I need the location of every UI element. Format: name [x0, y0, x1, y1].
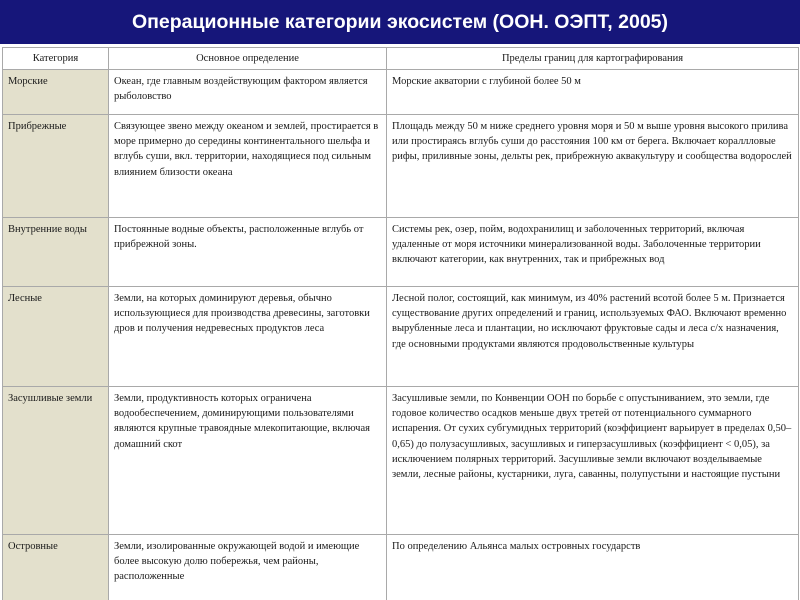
table-row [3, 535, 799, 600]
title-bar [0, 0, 800, 44]
cell-category: Засушливые земли [3, 387, 109, 535]
header-category: Категория [3, 48, 109, 70]
slide-title: Операционные категории экосистем (ООН. ОЭПТ, 2005) [131, 10, 669, 33]
cell-definition: Связующее звено между океаном и землей, простирается в море примерно до середины континентального шельфа и вглубь суши, вкл. территории, находящиеся под сильным влиянием близости океана [109, 115, 387, 218]
header-limits: Пределы границ для картографирования [387, 48, 799, 70]
table-row [3, 70, 799, 115]
table-row [3, 218, 799, 287]
cell-category: Лесные [3, 287, 109, 387]
cell-definition: Земли, на которых доминируют деревья, обычно использующиеся для производства древесины, заготовки дров и получения недревесных продуктов леса [109, 287, 387, 387]
ecosystem-categories-table [2, 47, 799, 600]
cell-definition: Земли, изолированные окружающей водой и имеющие более высокую долю побережья, чем районы, расположенные [109, 535, 387, 600]
cell-definition: Океан, где главным воздействующим фактором является рыболовство [109, 70, 387, 115]
cell-category: Внутренние воды [3, 218, 109, 287]
cell-category: Морские [3, 70, 109, 115]
header-definition: Основное определение [109, 48, 387, 70]
table-row [3, 287, 799, 387]
cell-limits: Площадь между 50 м ниже среднего уровня моря и 50 м выше уровня высокого прилива или простираясь вглубь суши до расстояния 100 км от берега. Включает кораллловые рифы, приливные зоны, дельты рек, прибрежную аквакультуру и сообщества водорослей [387, 115, 799, 218]
table-header-row [3, 48, 799, 70]
cell-limits: По определению Альянса малых островных государств [387, 535, 799, 600]
cell-definition: Земли, продуктивность которых ограничена водообеспечением, доминирующими пользователями являются крупные травоядные млекопитающие, включая домашний скот [109, 387, 387, 535]
cell-limits: Морские акватории с глубиной более 50 м [387, 70, 799, 115]
cell-limits: Лесной полог, состоящий, как минимум, из 40% растений всотой более 5 м. Признается существование других определений и границ, используемых ФАО. Включают временно вырубленные леса и плантации, но исключают фруктовые сады и леса с/х назначения, где основными продуктами являются продовольственные культуры [387, 287, 799, 387]
cell-category: Прибрежные [3, 115, 109, 218]
table-row [3, 115, 799, 218]
cell-category: Островные [3, 535, 109, 600]
cell-definition: Постоянные водные объекты, расположенные вглубь от прибрежной зоны. [109, 218, 387, 287]
table-container [0, 47, 800, 600]
table-row [3, 387, 799, 535]
cell-limits: Системы рек, озер, пойм, водохранилищ и заболоченных территорий, включая удаленные от моря источники минерализованной воды. Заболоченные территории включают категории, как внутренних, так и прибрежных вод [387, 218, 799, 287]
cell-limits: Засушливые земли, по Конвенции ООН по борьбе с опустыниванием, это земли, где годовое количество осадков меньше двух третей от потенциального суммарного испарения. От сухих субгумидных территорий (коэффициент варьирует в пределах 0,50–0,65) до полузасушливых, засушливых и гиперзасушливых (коэффициент < 0,05), за исключением полярных территорий. Засушливые земли включают возделываемые земли, лесные районы, кустарники, луга, саванны, полупустыни и настоящие пустыни [387, 387, 799, 535]
